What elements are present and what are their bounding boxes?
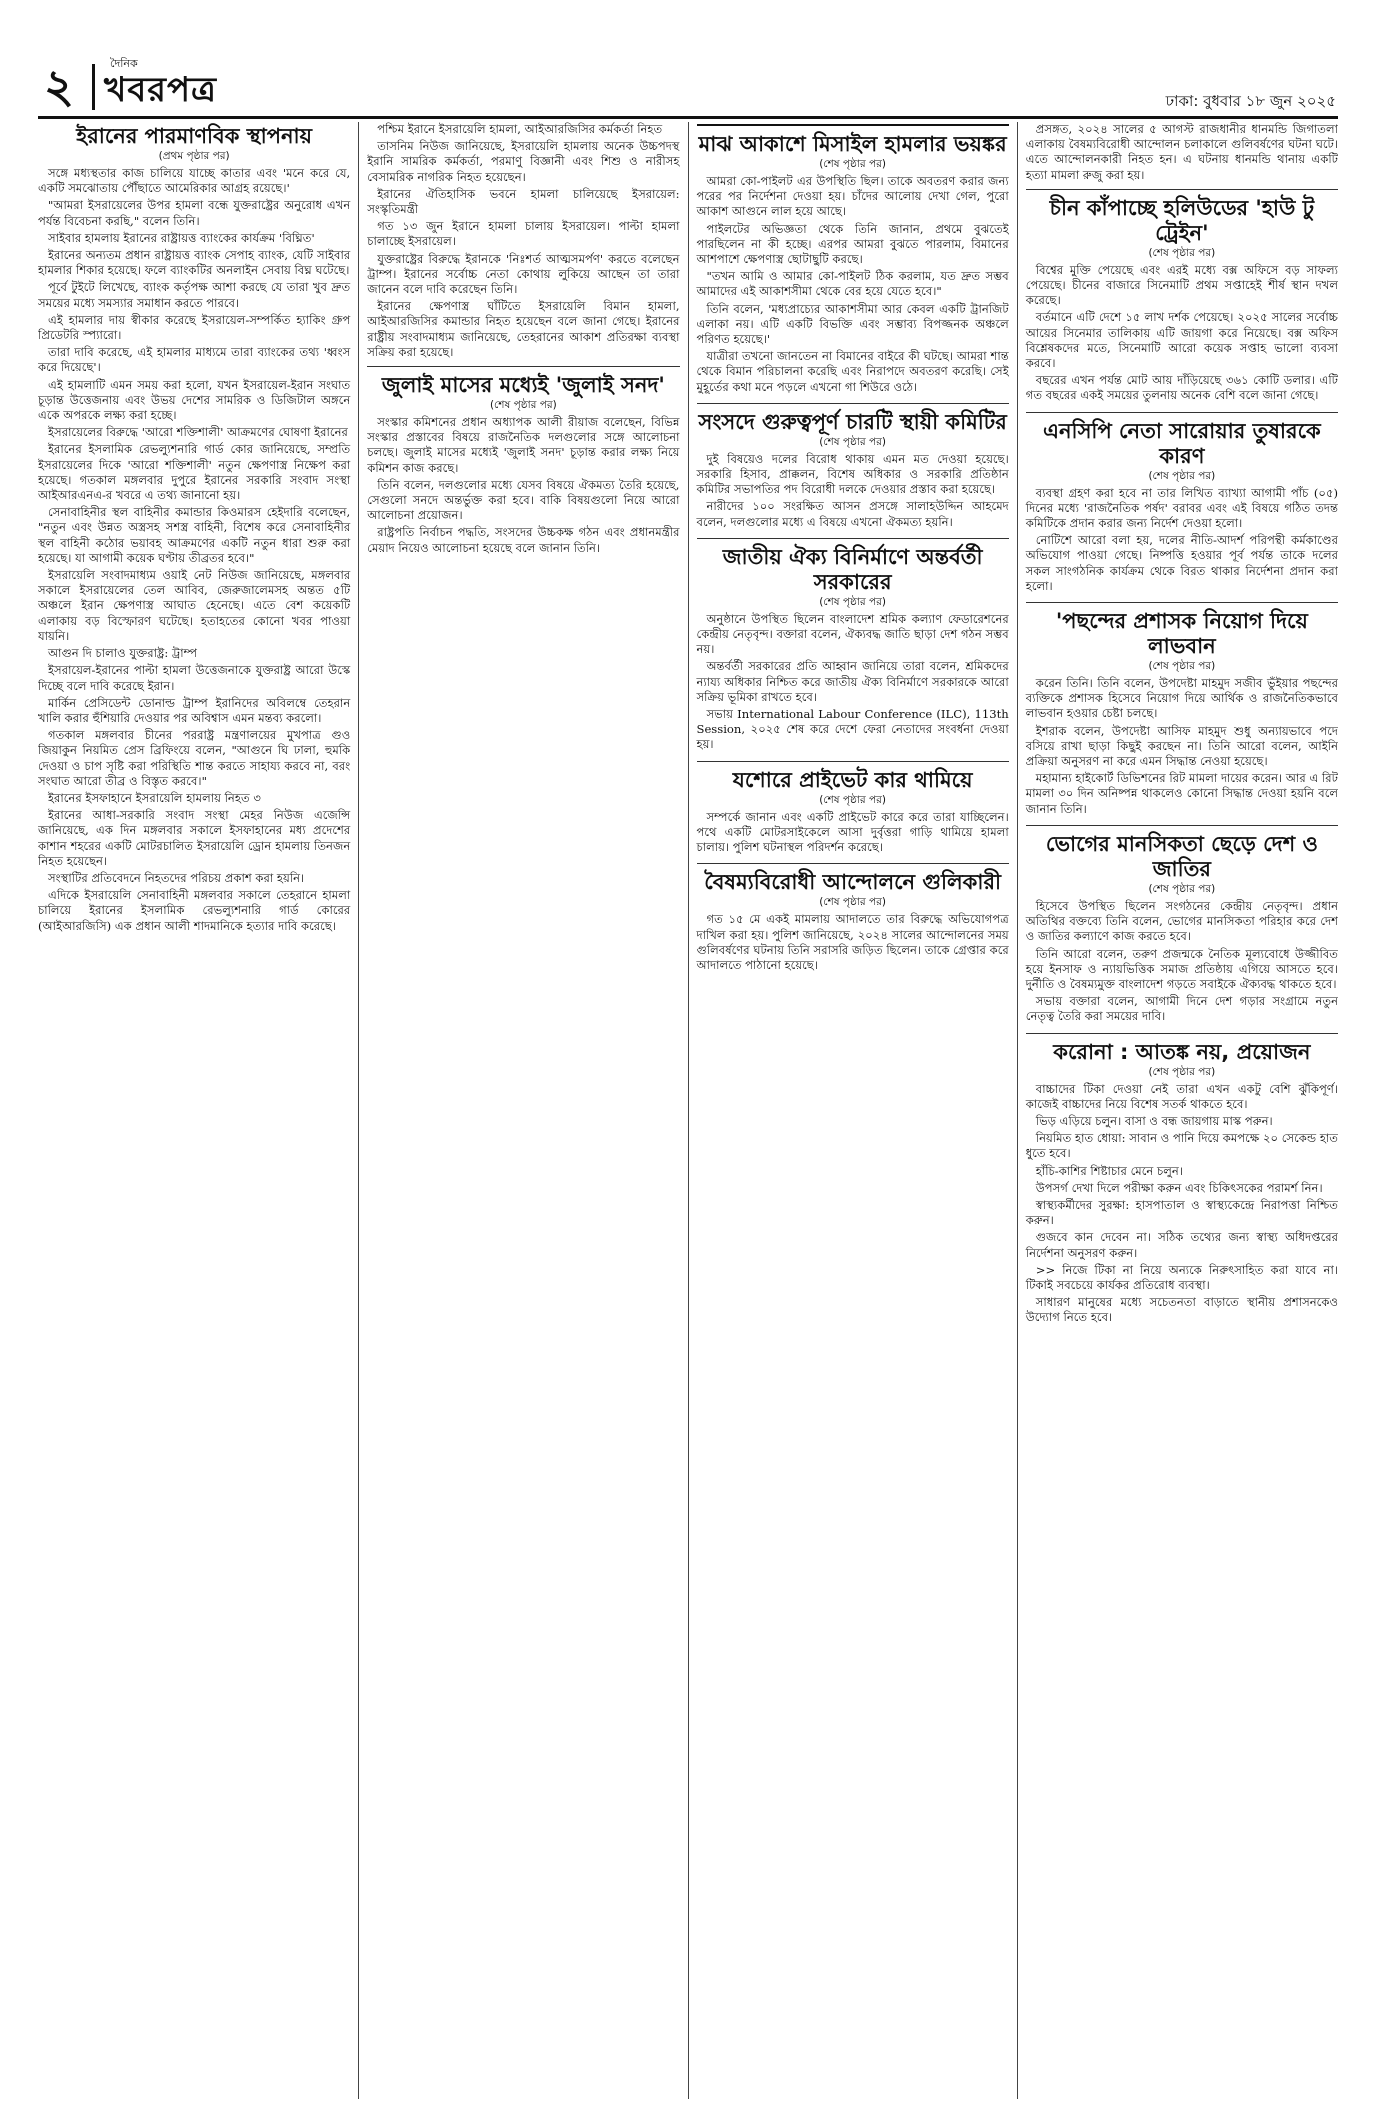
article-ncp: [1026, 419, 1338, 594]
dateline: ঢাকা: বুধবার ১৮ জুন ২০২৫: [1165, 92, 1336, 110]
paragraph: গত ১৫ মে একই মামলায় আদালতে তার বিরুদ্ধে অভিযোগপত্র দাখিল করা হয়। পুলিশ জানিয়েছে, ২০২৪ সালের আন্দোলনের সময় গুলিবর্ষণের ঘটনায় তিনি সরাসরি জড়িত ছিলেন। তাকে গ্রেপ্তার করে আদালতে পাঠানো হয়েছে।: [696, 912, 1009, 972]
paragraph: বাচ্চাদের টিকা দেওয়া নেই তারা এখন একটু বেশি ঝুঁকিপূর্ণ। কাজেই বাচ্চাদের নিয়ে বিশেষ সতর্ক থাকতে হবে।: [1025, 1081, 1338, 1111]
article-body: [1026, 676, 1338, 817]
brand-name: খবরপত্র: [104, 70, 218, 110]
column-1: [38, 122, 359, 2099]
continuation-note: (শেষ পৃষ্ঠার পর): [1148, 660, 1216, 673]
paragraph: নিয়মিত হাত ধোয়া: সাবান ও পানি দিয়ে কমপক্ষে ২০ সেকেন্ড হাত ধুতে হবে।: [1025, 1131, 1338, 1161]
paragraph: "তখন আমি ও আমার কো-পাইলট ঠিক করলাম, যত দ্রুত সম্ভব আমাদের এই আকাশসীমা থেকে বের হয়ে যেতে হবে।": [696, 269, 1009, 299]
paragraph: গতকাল মঙ্গলবার চীনের পররাষ্ট্র মন্ত্রণালয়ের মুখপাত্র গুও জিয়াকুন নিয়মিত প্রেস ব্রিফিংয়ে বলেন, "আগুনে ঘি ঢালা, হুমকি দেওয়া ও চাপ সৃষ্টি করা পরিস্থিতি শান্ত করতে সাহায্য করবে না, বরং সংঘাত আরো তীব্র ও বিস্তৃত করবে।": [38, 728, 351, 788]
paragraph: সাইবার হামলায় ইরানের রাষ্ট্রায়ত্ত ব্যাংকের কার্যক্রম 'বিঘ্নিত': [48, 230, 315, 245]
column-2: [359, 122, 688, 2099]
paragraph: সভায় বক্তারা বলেন, আগামী দিনে দেশ গড়ার সংগ্রামে নতুন নেতৃত্ব তৈরি করা সময়ের দাবি।: [1025, 994, 1338, 1024]
paragraph: পাইলটের অভিজ্ঞতা থেকে তিনি জানান, প্রথমে বুঝতেই পারছিলেন না কী হচ্ছে। এরপর আমরা বুঝতে পারলাম, বিমানের আশপাশে ক্ষেপণাস্ত্র ছোটাছুটি করছে।: [696, 221, 1009, 267]
article-body: [697, 452, 1009, 530]
continuation-note: (শেষ পৃষ্ঠার পর): [819, 793, 887, 806]
paragraph: যুক্তরাষ্ট্রের বিরুদ্ধে ইরানকে 'নিঃশর্ত আত্মসমর্পণ' করতে বলেছেন ট্রাম্প। ইরানের সর্বোচ্চ নেতা কোথায় লুকিয়ে আছেন তা তারা জানেন বলে দাবি করেছেন তিনি।: [367, 251, 680, 297]
paragraph: মার্কিন প্রেসিডেন্ট ডোনাল্ড ট্রাম্প ইরানিদের অবিলম্বে তেহরান খালি করার হুঁশিয়ারি দেওয়ার পর অবিশ্বাস এমন মন্তব্য করলো।: [38, 695, 351, 725]
continuation-note: (শেষ পৃষ্ঠার পর): [819, 595, 887, 608]
headline: এনসিপি নেতা সারোয়ার তুষারকে কারণ: [1043, 418, 1321, 468]
article-admin: [1026, 609, 1338, 817]
paragraph: দুই বিষয়েও দলের বিরোধ থাকায় এমন মত দেওয়া হয়েছে। সরকারি হিসাব, প্রাক্কলন, বিশেষ অধিকার ও সরকারি প্রতিষ্ঠান কমিটির সভাপতির পদ বিরোধী দলকে দেওয়ার প্রস্তাব করা হয়েছে।: [696, 451, 1009, 497]
brand-logo: [104, 58, 217, 110]
article-jessore: [697, 768, 1009, 856]
masthead-divider: [92, 64, 95, 110]
paragraph: গুজবে কান দেবেন না। সঠিক তথ্যের জন্য স্বাস্থ্য অধিদপ্তরের নির্দেশনা অনুসরণ করুন।: [1025, 1230, 1338, 1260]
headline: ইরানের পারমাণবিক স্থাপনায়: [76, 124, 312, 148]
divider: [1026, 602, 1338, 603]
paragraph: সভায় International Labour Conference (ILC), 113th Session, ২০২৫ শেষ করে দেশে ফেরা নেতাদের সংবর্ধনা দেওয়া হয়।: [696, 707, 1009, 752]
headline: জাতীয় ঐক্য বিনির্মাণে অন্তর্বর্তী সরকারের: [722, 544, 983, 594]
headline: সংসদে গুরুত্বপূর্ণ চারটি স্থায়ী কমিটির: [698, 409, 1007, 434]
paragraph: স্বাস্থ্যকর্মীদের সুরক্ষা: হাসপাতাল ও স্বাস্থ্যকেন্দ্রে নিরাপত্তা নিশ্চিত করুন।: [1025, 1197, 1338, 1228]
page-number: ২: [44, 59, 74, 113]
article-july-charter: [367, 373, 679, 556]
paragraph: সংস্কার কমিশনের প্রধান অধ্যাপক আলী রীয়াজ বলেছেন, বিভিন্ন সংস্কার প্রস্তাবের বিষয়ে রাজনৈতিক দলগুলোর সঙ্গে আলোচনা চলছে। জুলাই মাসের মধ্যেই 'জুলাই সনদ' চূড়ান্ত করার লক্ষ্য নিয়ে কমিশন কাজ করছে।: [367, 415, 680, 475]
article-body: [697, 174, 1009, 395]
paragraph: যাত্রীরা তখনো জানতেন না বিমানের বাইরে কী ঘটছে। আমরা শান্ত থেকে বিমান পরিচালনা করেছি এবং নিরাপদে অবতরণ করেছি। সেই মুহূর্তের কথা মনে পড়লে এখনো গা শিউরে ওঠে।: [696, 349, 1009, 394]
headline: জুলাই মাসের মধ্যেই 'জুলাই সনদ': [381, 373, 665, 398]
continuation-note: (শেষ পৃষ্ঠার পর): [489, 399, 557, 412]
continuation-note: (শেষ পৃষ্ঠার পর): [1148, 882, 1216, 895]
headline: 'পছন্দের প্রশাসক নিয়োগ দিয়ে লাভবান: [1055, 609, 1308, 659]
article-body: [1026, 1082, 1338, 1326]
paragraph: সাধারণ মানুষের মধ্যে সচেতনতা বাড়াতে স্থানীয় প্রশাসনকেও উদ্যোগ নিতে হবে।: [1025, 1295, 1338, 1325]
paragraph: সম্পর্কে জানান এবং একটি প্রাইভেট কারে করে তারা যাচ্ছিলেন। পথে একটি মোটরসাইকেলে আসা দুর্বৃত্তরা গাড়ি থামিয়ে হামলা চালায়। পুলিশ ঘটনাস্থল পরিদর্শন করেছে।: [696, 809, 1009, 855]
continuation-note: (শেষ পৃষ্ঠার পর): [1148, 1065, 1216, 1078]
paragraph: ইসরায়েলি সংবাদমাধ্যম ওয়াই নেট নিউজ জানিয়েছে, মঙ্গলবার সকালে ইসরায়েলের তেল আবিব, জেরুজালেমসহ অন্তত ৫টি অঞ্চলে ইরান ক্ষেপণাস্ত্র আঘাত হেনেছে। এতে বেশ কয়েকটি এলাকায় বড় বিস্ফোরণ ঘটেছে। হতাহতের কোনো খবর পাওয়া যায়নি।: [38, 568, 351, 643]
column-4: [1018, 122, 1338, 2099]
paragraph: পশ্চিম ইরানে ইসরায়েলি হামলা, আইআরজিসির কর্মকর্তা নিহত: [377, 122, 663, 136]
paragraph: সঙ্গে মধ্যস্থতার কাজ চালিয়ে যাচ্ছে কাতার এবং 'মনে করে যে, একটি সমঝোতায় পৌঁছাতে আমেরিকার আগ্রহ রয়েছে।': [38, 166, 351, 196]
paragraph: আগুন দি চালাও যুক্তরাষ্ট্র: ট্রাম্প: [48, 646, 198, 661]
paragraph: হাঁচি-কাশির শিষ্টাচার মেনে চলুন।: [1035, 1163, 1183, 1178]
divider: [1026, 189, 1338, 190]
paragraph: মহামান্য হাইকোর্ট ডিভিশনের রিট মামলা দায়ের করেন। আর এ রিট মামলা ৩০ দিন অনিষ্পন্ন থাকলেও কোনো সিদ্ধান্ত দেওয়া হয়নি বলে জানান তিনি।: [1025, 771, 1338, 816]
article-body: [697, 912, 1009, 973]
article-body-continued: [367, 122, 679, 360]
paragraph: ইরানের অন্যতম প্রধান রাষ্ট্রায়ত্ত ব্যাংক সেপাহ ব্যাংক, যেটি সাইবার হামলার শিকার হয়েছে। ফলে ব্যাংকটির অনলাইন সেবায় বিঘ্ন ঘটেছে।: [38, 248, 351, 278]
article-body: [697, 612, 1009, 753]
continuation-note: (শেষ পৃষ্ঠার পর): [819, 435, 887, 448]
paragraph: প্রসঙ্গত, ২০২৪ সালের ৫ আগস্ট রাজধানীর ধানমন্ডি জিগাতলা এলাকায় বৈষম্যবিরোধী আন্দোলন চলাকালে গুলিবর্ষণের ঘটনা ঘটে। এতে আন্দোলনকারী নিহত হন। এ ঘটনায় ধানমন্ডি থানায় একটি হত্যা মামলা রুজু করা হয়।: [1025, 122, 1338, 182]
paragraph: বছরের এখন পর্যন্ত মোট আয় দাঁড়িয়েছে ৩৬১ কোটি ডলার। এটি গত বছরের একই সময়ের তুলনায় অনেক বেশি বলে জানা গেছে।: [1025, 373, 1338, 403]
paragraph: হিসেবে উপস্থিত ছিলেন সংগঠনের কেন্দ্রীয় নেতৃবৃন্দ। প্রধান অতিথির বক্তব্যে তিনি বলেন, ভোগের মানসিকতা পরিহার করে দেশ ও জাতির কল্যাণে কাজ করতে হবে।: [1025, 898, 1338, 944]
paragraph: ভিড় এড়িয়ে চলুন। বাসা ও বন্ধ জায়গায় মাস্ক পরুন।: [1035, 1113, 1273, 1128]
headline: চীন কাঁপাচ্ছে হলিউডের 'হাউ টু ট্রেইন': [1049, 195, 1315, 245]
paragraph: গত ১৩ জুন ইরানে হামলা চালায় ইসরায়েল। পাল্টা হামলা চালাচ্ছে ইসরায়েল।: [367, 219, 680, 249]
paragraph: করেন তিনি। তিনি বলেন, উপদেষ্টা মাহমুদ সজীব ভুঁইয়ার পছন্দের ব্যক্তিকে প্রশাসক হিসেবে নিয়োগ দিয়ে আর্থিক ও রাজনৈতিকভাবে লাভবান হওয়ার চেষ্টা চলছে।: [1025, 676, 1338, 721]
paragraph: ইরানের ইসফাহানে ইসরায়েলি হামলায় নিহত ৩: [48, 790, 261, 805]
paragraph: ইসরায়েলের বিরুদ্ধে 'আরো শক্তিশালী' আক্রমণের ঘোষণা ইরানের: [48, 425, 348, 440]
paragraph: >> নিজে টিকা না নিয়ে অন্যকে নিরুৎসাহিত করা যাবে না। টিকাই সবচেয়ে কার্যকর প্রতিরোধ ব্যবস্থা।: [1025, 1262, 1338, 1292]
paragraph: আমরা কো-পাইলট এর উপস্থিতি ছিল। তাকে অবতরণ করার জন্য পরের পর নির্দেশনা দেওয়া হয়। চাঁদের আলোয় দেখা গেল, পুরো আকাশ আগুনে লাল হয়ে আছে।: [696, 174, 1009, 219]
paragraph: সংস্থাটির প্রতিবেদনে নিহতদের পরিচয় প্রকাশ করা হয়নি।: [48, 870, 305, 885]
paragraph: রাষ্ট্রপতি নির্বাচন পদ্ধতি, সংসদের উচ্চকক্ষ গঠন এবং প্রধানমন্ত্রীর মেয়াদ নিয়েও আলোচনা হয়েছে বলে জানান তিনি।: [367, 525, 680, 555]
article-body: [1026, 486, 1338, 594]
article-china: [1026, 196, 1338, 404]
brand-subtitle: দৈনিক: [110, 57, 138, 70]
paragraph: ইরানের আধা-সরকারি সংবাদ সংস্থা মেহর নিউজ এজেন্সি জানিয়েছে, এক দিন মঙ্গলবার সকালে ইসফাহানের মধ্য প্রদেশের কাশান শহরের একটি মোটরচালিত ইসরায়েলি ড্রোন হামলায় তিনজন নিহত হয়েছেন।: [38, 808, 351, 868]
article-consumerism: [1026, 832, 1338, 1025]
paragraph: এদিকে ইসরায়েলি সেনাবাহিনী মঙ্গলবার সকালে তেহরানে হামলা চালিয়ে ইরানের ইসলামিক রেভল্যুশনারি গার্ড কোরের (আইআরজিসি) এক প্রধান আলী শাদমানিকে হত্যার দাবি করেছে।: [38, 888, 351, 933]
paragraph: ইরানের ক্ষেপণাস্ত্র ঘাঁটিতে ইসরায়েলি বিমান হামলা, আইআরজিসির কমান্ডার নিহত হয়েছেন বলে জানা গেছে। ইরানের রাষ্ট্রীয় সংবাদমাধ্যম জানিয়েছে, তেহরানের আকাশ প্রতিরক্ষা ব্যবস্থা সক্রিয় করা হয়েছে।: [367, 299, 680, 359]
paragraph: নোটিশে আরো বলা হয়, দলের নীতি-আদর্শ পরিপন্থী কর্মকাণ্ডের অভিযোগ পাওয়া গেছে। নিষ্পত্তি হওয়ার পূর্ব পর্যন্ত তাকে দলের সকল সাংগঠনিক কার্যক্রম থেকে বিরত থাকার নির্দেশনা প্রদান করা হলো।: [1025, 533, 1338, 593]
headline: ভোগের মানসিকতা ছেড়ে দেশ ও জাতির: [1045, 831, 1318, 881]
continuation-note: (শেষ পৃষ্ঠার পর): [1148, 469, 1216, 482]
article-mid-sky: [697, 124, 1009, 395]
paragraph: বিশ্বের মুক্তি পেয়েছে এবং এরই মধ্যে বক্স অফিসে বড় সাফল্য পেয়েছে। চীনের বাজারে সিনেমাটি প্রথম সপ্তাহেই শীর্ষ স্থান দখল করেছে।: [1025, 262, 1338, 308]
paragraph: তিনি বলেন, 'মধ্যপ্রাচ্যের আকাশসীমা আর কেবল একটি ট্রানজিট এলাকা নয়। এটি একটি বিভক্তি এবং সম্ভাব্য বিপজ্জনক অঞ্চলে পরিণত হয়েছে।': [696, 301, 1009, 347]
continuation-note: (প্রথম পৃষ্ঠার পর): [158, 150, 230, 162]
paragraph: "আমরা ইসরায়েলের উপর হামলা বন্ধে যুক্তরাষ্ট্রের অনুরোধ এখন পর্যন্ত বিবেচনা করছি," বলেন তিনি।: [38, 198, 351, 228]
continuation-note: (শেষ পৃষ্ঠার পর): [819, 158, 887, 170]
paragraph: তারা দাবি করেছে, এই হামলার মাধ্যমে তারা ব্যাংকের তথ্য 'ধ্বংস করে দিয়েছে'।: [38, 345, 351, 375]
divider: [367, 366, 679, 367]
paragraph: নারীদের ১০০ সংরক্ষিত আসন প্রসঙ্গে সালাহউদ্দিন আহমেদ বলেন, দলগুলোর মধ্যে এ বিষয়ে এখনো ঐকমত্য হয়নি।: [696, 499, 1009, 529]
paragraph: তিনি বলেন, দলগুলোর মধ্যে যেসব বিষয়ে ঐকমত্য তৈরি হয়েছে, সেগুলো সনদে অন্তর্ভুক্ত করা হবে। বাকি বিষয়গুলো নিয়ে আরো আলোচনা প্রয়োজন।: [367, 477, 680, 523]
paragraph: ইসরায়েল-ইরানের পাল্টা হামলা উত্তেজনাকে যুক্তরাষ্ট্র আরো উস্কে দিচ্ছে বলে দাবি করেছে ইরান।: [38, 663, 351, 693]
continuation-note: (শেষ পৃষ্ঠার পর): [819, 896, 887, 909]
article-body: [1026, 263, 1338, 404]
paragraph: পূর্বে টুইটে লিখেছে, ব্যাংক কর্তৃপক্ষ আশা করছে যে তারা খুব দ্রুত সময়ের মধ্যে সমস্যার সমাধান করতে পারবে।: [38, 280, 351, 310]
paragraph: এই হামলাটি এমন সময় করা হলো, যখন ইসরায়েল-ইরান সংঘাত চূড়ান্ত উত্তেজনায় এবং উভয় দেশের সামরিক ও ডিজিটাল অঙ্গনে একে অপরকে লক্ষ্য করা হচ্ছে।: [38, 377, 351, 423]
headline: করোনা : আতঙ্ক নয়, প্রয়োজন: [1053, 1039, 1311, 1064]
article-body: [38, 166, 350, 934]
headline: বৈষম্যবিরোধী আন্দোলনে গুলিকারী: [704, 870, 1002, 895]
divider: [697, 403, 1009, 404]
columns: [38, 122, 1338, 2099]
paragraph: ব্যবস্থা গ্রহণ করা হবে না তার লিখিত ব্যাখ্যা আগামী পাঁচ (০৫) দিনের মধ্যে 'রাজনৈতিক পর্ষদ' বরাবর এবং এই বিষয়ে গঠিত তদন্ত কমিটিকে প্রদান করার জন্য নির্দেশ দেওয়া হলো।: [1025, 485, 1338, 531]
column-3: [689, 122, 1018, 2099]
article-body-continued: [1026, 122, 1338, 183]
article-body: [1026, 899, 1338, 1025]
paragraph: অনুষ্ঠানে উপস্থিত ছিলেন বাংলাদেশ শ্রমিক কল্যাণ ফেডারেশনের কেন্দ্রীয় নেতৃবৃন্দ। বক্তারা বলেন, ঐক্যবদ্ধ জাতি ছাড়া দেশ গঠন সম্ভব নয়।: [696, 611, 1009, 657]
article-body: [697, 810, 1009, 856]
paragraph: তিনি আরো বলেন, তরুণ প্রজন্মকে নৈতিক মূল্যবোধে উজ্জীবিত হয়ে ইনসাফ ও ন্যায়ভিত্তিক সমাজ প্রতিষ্ঠায় এগিয়ে আসতে হবে। দুর্নীতি ও বৈষম্যমুক্ত বাংলাদেশ গড়তে সবাইকে ঐক্যবদ্ধ থাকতে হবে।: [1025, 946, 1338, 991]
article-body: [367, 415, 679, 556]
divider: [1026, 412, 1338, 413]
masthead: [38, 56, 1338, 119]
paragraph: উপসর্গ দেখা দিলে পরীক্ষা করুন এবং চিকিৎসকের পরামর্শ নিন।: [1035, 1180, 1323, 1195]
article-corona: [1026, 1040, 1338, 1326]
divider: [697, 761, 1009, 762]
headline: মাঝ আকাশে মিসাইল হামলার ভয়ঙ্কর: [697, 124, 1009, 157]
headline: যশোরে প্রাইভেট কার থামিয়ে: [732, 767, 973, 792]
paragraph: ইশরাক বলেন, উপদেষ্টা আসিফ মাহমুদ শুধু অন্যায়ভাবে পদে বসিয়ে রাখা ছাড়া কিছুই করছেন না। তিনি আরো বলেন, আইনি প্রক্রিয়া অনুসরণ না করে এমন সিদ্ধান্ত নেওয়া হয়েছে।: [1025, 723, 1338, 769]
paragraph: সেনাবাহিনীর স্থল বাহিনীর কমান্ডার কিওমারস হেইদারি বলেছেন, "নতুন এবং উন্নত অস্ত্রসহ সশস্ত্র বাহিনী, বিশেষ করে সেনাবাহিনীর স্থল বাহিনী কঠোর ভয়াবহ আক্রমণের একটি নতুন ধারা শুরু করা হয়েছে। যা আগামী কয়েক ঘণ্টায় তীব্রতর হবে।": [38, 505, 351, 565]
continuation-note: (শেষ পৃষ্ঠার পর): [1148, 246, 1216, 259]
divider: [697, 863, 1009, 864]
paragraph: ইরানের ইসলামিক রেভল্যুশনারি গার্ড কোর জানিয়েছে, সম্প্রতি ইসরায়েলের দিকে 'আরো শক্তিশালী' নতুন ক্ষেপণাস্ত্র নিক্ষেপ করা হয়েছে। গতকাল মঙ্গলবার দুপুরে ইরানের সরকারি সংবাদ সংস্থা আইআরএনএ-র খবরে এ তথ্য জানানো হয়।: [38, 442, 351, 503]
article-national-unity: [697, 545, 1009, 753]
paragraph: অন্তর্বর্তী সরকারের প্রতি আহ্বান জানিয়ে তারা বলেন, শ্রমিকদের ন্যায্য অধিকার নিশ্চিত করে জাতীয় ঐক্য বিনির্মাণে সরকারকে আরো সক্রিয় ভূমিকা রাখতে হবে।: [696, 659, 1009, 704]
article-iran-nuclear: [38, 124, 350, 934]
paragraph: এই হামলার দায় স্বীকার করেছে ইসরায়েল-সম্পর্কিত হ্যাকিং গ্রুপ প্রিডেটরি স্প্যারো।: [38, 312, 351, 343]
paragraph: তাসনিম নিউজ জানিয়েছে, ইসরায়েলি হামলায় অনেক উচ্চপদস্থ ইরানি সামরিক কর্মকর্তা, পরমাণু বিজ্ঞানী এবং শিশু ও নারীসহ বেসামরিক নাগরিক নিহত হয়েছেন।: [367, 139, 680, 184]
divider: [697, 538, 1009, 539]
article-parliament: [697, 410, 1009, 530]
divider: [1026, 1033, 1338, 1034]
paragraph: বর্তমানে এটি দেশে ১৫ লাখ দর্শক পেয়েছে। ২০২৫ সালের সর্বোচ্চ আয়ের সিনেমার তালিকায় এটি জায়গা করে নিয়েছে। বক্স অফিস বিশ্লেষকদের মতে, সিনেমাটি আরো কয়েক সপ্তাহ ভালো ব্যবসা করবে।: [1025, 310, 1338, 371]
article-anti-discrimination: [697, 870, 1009, 973]
paragraph: ইরানের ঐতিহাসিক ভবনে হামলা চালিয়েছে ইসরায়েল: সংস্কৃতিমন্ত্রী: [367, 186, 680, 217]
divider: [1026, 825, 1338, 826]
